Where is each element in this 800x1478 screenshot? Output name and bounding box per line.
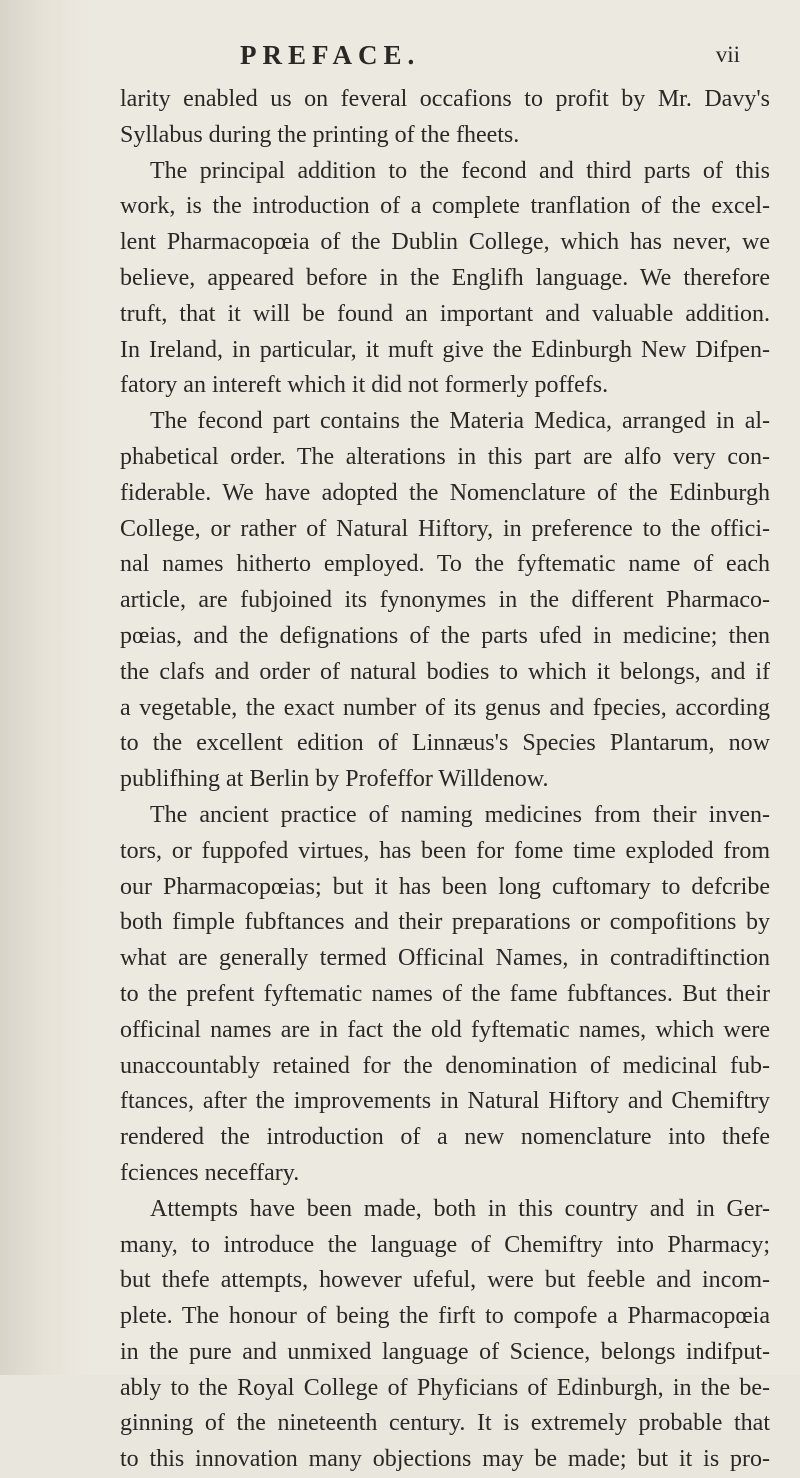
text-line: in the pure and unmixed language of Science, belongs indifput-	[120, 1338, 770, 1365]
text-line: fiderable. We have adopted the Nomenclature of the Edinburgh	[120, 479, 770, 506]
text-line: but thefe attempts, however ufeful, were but feeble and incom-	[120, 1267, 770, 1294]
page-header	[240, 40, 740, 80]
text-line: The fecond part contains the Materia Medica, arranged in al-	[150, 408, 770, 435]
text-line: ginning of the nineteenth century. It is extremely probable that	[120, 1410, 770, 1437]
text-line: Syllabus during the printing of the fheets.	[120, 121, 520, 148]
text-line: larity enabled us on feveral occafions to profit by Mr. Davy's	[120, 86, 770, 112]
text-line: to the prefent fyftematic names of the fame fubftances. But their	[120, 980, 770, 1007]
text-line: to this innovation many objections may be made; but it is pro-	[120, 1446, 770, 1473]
text-line: ftances, after the improvements in Natural Hiftory and Chemiftry	[120, 1088, 770, 1115]
body-text	[120, 82, 770, 1478]
text-line: our Pharmacopœias; but it has been long cuftomary to defcribe	[120, 873, 770, 900]
text-line: lent Pharmacopœia of the Dublin College, which has never, we	[120, 229, 770, 256]
text-line: pœias, and the defignations of the parts ufed in medicine; then	[120, 622, 770, 649]
text-line: College, or rather of Natural Hiftory, in preference to the offici-	[120, 515, 770, 542]
text-line: phabetical order. The alterations in this part are alfo very con-	[120, 443, 770, 470]
text-line: work, is the introduction of a complete tranflation of the excel-	[120, 193, 770, 220]
text-line: publifhing at Berlin by Profeffor Willdenow.	[120, 766, 549, 793]
text-line: to the excellent edition of Linnæus's Species Plantarum, now	[120, 730, 770, 757]
text-line: rendered the introduction of a new nomenclature into thefe	[120, 1124, 770, 1151]
text-line: The ancient practice of naming medicines from their inven-	[150, 801, 770, 828]
text-line: truft, that it will be found an important and valuable addition.	[120, 300, 770, 327]
text-line: article, are fubjoined its fynonymes in the different Pharmaco-	[120, 587, 770, 614]
text-line: fciences neceffary.	[120, 1159, 300, 1186]
text-line: a vegetable, the exact number of its genus and fpecies, according	[120, 694, 770, 721]
text-line: the clafs and order of natural bodies to which it belongs, and if	[120, 658, 770, 685]
text-line: The principal addition to the fecond and third parts of this	[150, 157, 770, 184]
text-line: nal names hitherto employed. To the fyftematic name of each	[120, 551, 770, 578]
page-number: vii	[715, 42, 740, 67]
text-line: what are generally termed Officinal Names, in contradiftinction	[120, 945, 770, 972]
running-title: PREFACE.	[240, 40, 421, 70]
text-line: Attempts have been made, both in this country and in Ger-	[150, 1195, 770, 1222]
text-line: ably to the Royal College of Phyficians of Edinburgh, in the be-	[120, 1374, 770, 1401]
text-line: In Ireland, in particular, it muft give the Edinburgh New Difpen-	[120, 336, 770, 363]
text-line: many, to introduce the language of Chemiftry into Pharmacy;	[120, 1231, 770, 1258]
text-line: tors, or fuppofed virtues, has been for fome time exploded from	[120, 837, 770, 864]
text-line: unaccountably retained for the denomination of medicinal fub-	[120, 1052, 770, 1079]
text-line: plete. The honour of being the firft to compofe a Pharmacopœia	[120, 1303, 770, 1330]
text-line: both fimple fubftances and their preparations or compofitions by	[120, 909, 770, 936]
text-line: officinal names are in fact the old fyftematic names, which were	[120, 1016, 770, 1043]
text-line: fatory an intereft which it did not formerly poffefs.	[120, 372, 609, 399]
text-line: believe, appeared before in the Englifh language. We therefore	[120, 264, 770, 291]
page-gutter-shadow	[0, 0, 90, 1375]
